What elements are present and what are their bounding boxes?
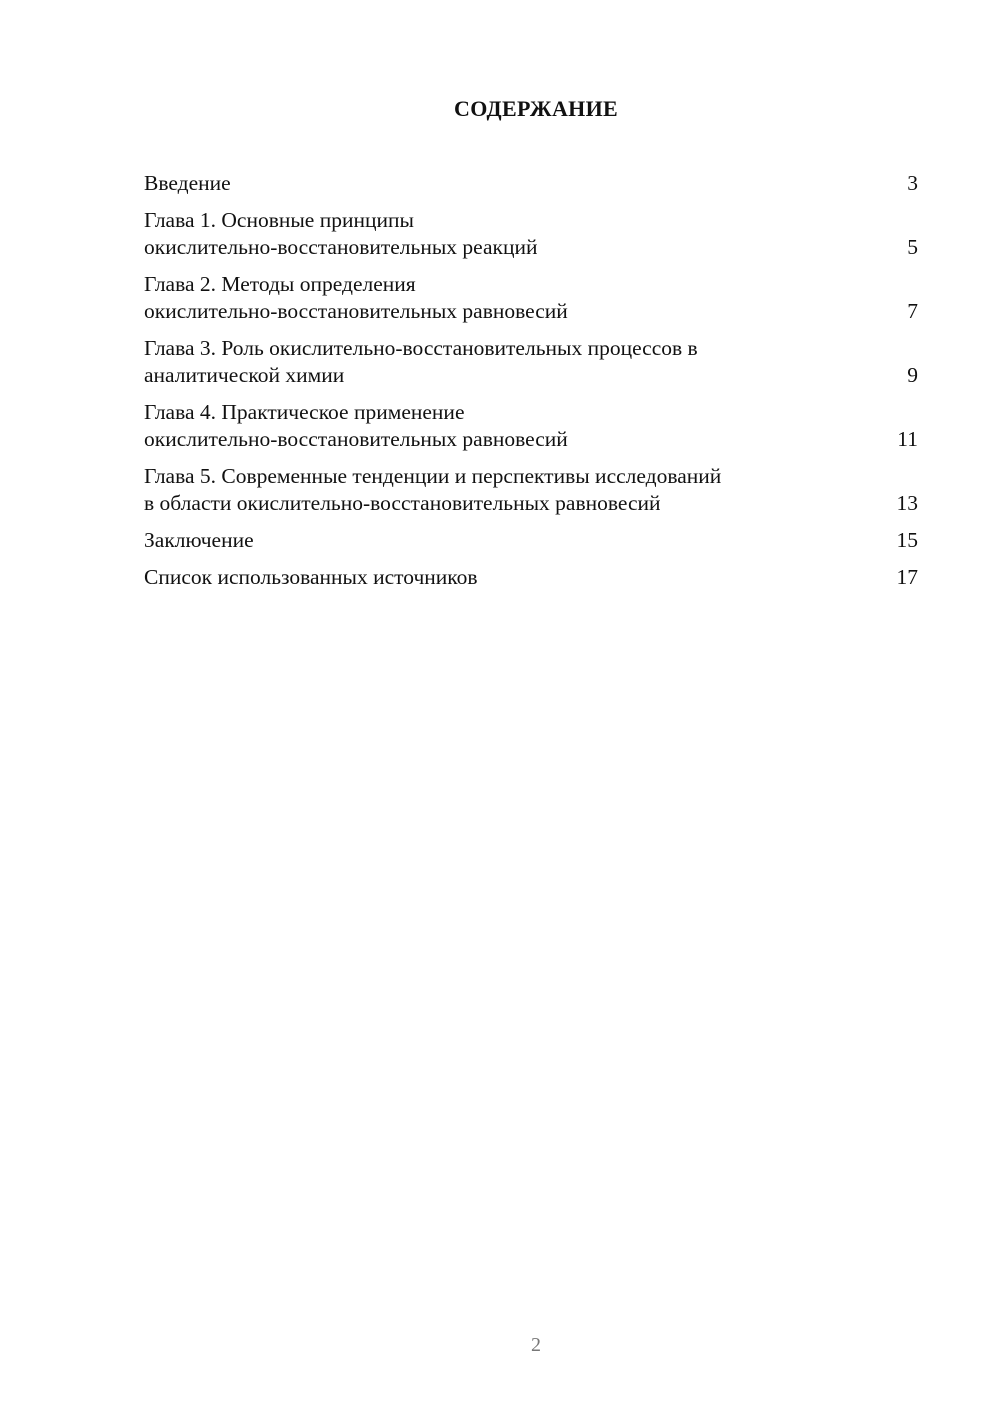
toc-entry-title-line: окислительно-восстановительных равновесий [144,299,568,323]
toc-entry-title-line: окислительно-восстановительных реакций [144,235,538,259]
toc-entry-title-line: Глава 2. Методы определения [144,272,416,296]
toc-entry-page-number: 7 [907,299,918,323]
toc-entry-page-number: 5 [907,235,918,259]
toc-entry-title-line: в области окислительно-восстановительных равновесий [144,491,661,515]
toc-entry-title-line: Глава 4. Практическое применение [144,400,465,424]
toc-entry-title-line: Введение [144,171,231,195]
table-of-contents [144,170,918,601]
page-number: 2 [531,1334,541,1356]
toc-entry-conclusion [144,527,918,554]
toc-entry-chapter-2 [144,271,918,325]
toc-entry-page-number: 3 [907,171,918,195]
toc-entry-introduction [144,170,918,197]
toc-entry-page-number: 17 [896,565,918,589]
page-title: СОДЕРЖАНИЕ [454,96,618,121]
toc-entry-page-number: 11 [897,427,918,451]
toc-entry-chapter-3 [144,335,918,389]
toc-entry-page-number: 13 [896,491,918,515]
toc-entry-title-line: аналитической химии [144,363,345,387]
toc-entry-page-number: 15 [896,528,918,552]
toc-entry-title-line: Глава 3. Роль окислительно-восстановительных процессов в [144,336,698,360]
toc-entry-title-line: окислительно-восстановительных равновесий [144,427,568,451]
toc-entry-chapter-5 [144,463,918,517]
toc-entry-title-line: Глава 5. Современные тенденции и перспективы исследований [144,464,722,488]
toc-entry-references [144,564,918,591]
toc-entry-chapter-4 [144,399,918,453]
toc-entry-chapter-1 [144,207,918,261]
toc-entry-title-line: Список использованных источников [144,565,478,589]
toc-entry-title-line: Глава 1. Основные принципы [144,208,414,232]
toc-entry-page-number: 9 [907,363,918,387]
toc-entry-title-line: Заключение [144,528,254,552]
